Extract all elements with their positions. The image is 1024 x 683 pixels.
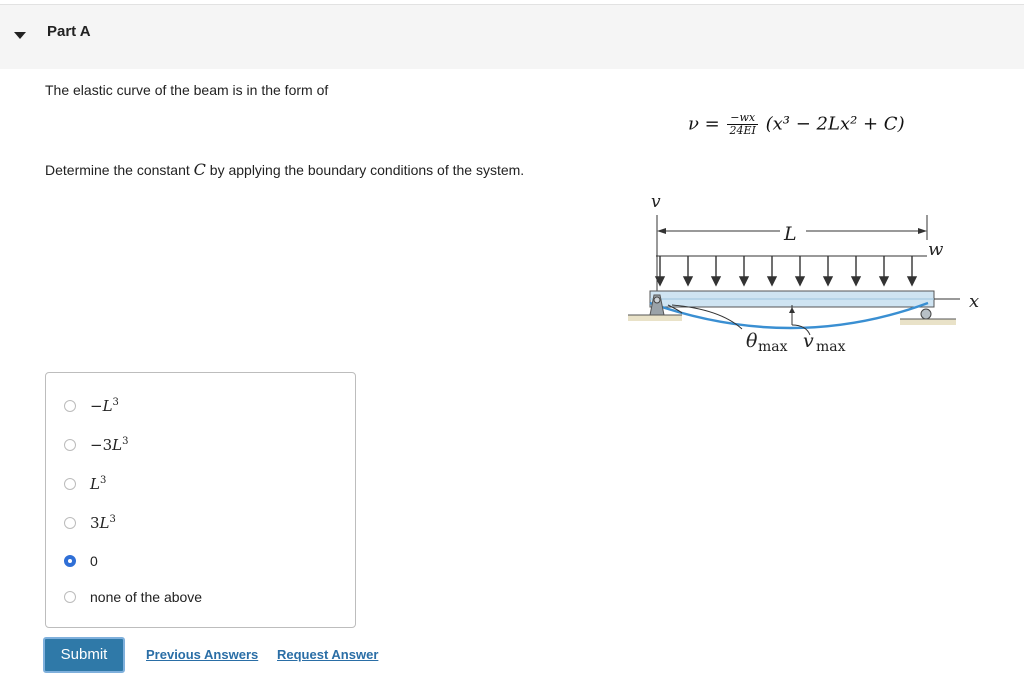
choice-label: $L^3$ [90, 475, 107, 493]
choice-label: 0 [90, 553, 98, 569]
equation-denominator: 24EI [729, 124, 756, 137]
v-axis-label: v [651, 192, 661, 212]
beam-diagram [620, 185, 1000, 365]
part-header[interactable] [0, 5, 1024, 69]
choice-l-cubed[interactable] [46, 473, 346, 499]
choice-label: none of the above [90, 589, 203, 605]
choice-label: $-3L^3$ [90, 436, 129, 454]
radio-button[interactable] [64, 478, 76, 490]
choice-3l-cubed[interactable] [46, 512, 346, 538]
equation-lhs: ν = [688, 113, 720, 135]
answer-choices [45, 372, 356, 628]
distributed-load-arrows [656, 256, 916, 285]
collapse-caret-icon[interactable] [14, 32, 26, 39]
radio-button[interactable] [64, 439, 76, 451]
choice-neg-3l-cubed[interactable] [46, 434, 346, 460]
choice-label: $-L^3$ [90, 397, 119, 415]
question-prefix: Determine the constant [45, 162, 194, 178]
equation-numerator: −wx [727, 112, 757, 125]
previous-answers-link[interactable]: Previous Answers [146, 647, 259, 662]
elastic-curve-equation [688, 112, 905, 137]
equation-fraction [727, 112, 757, 137]
theta-max-label: θ [746, 330, 758, 352]
theta-max-subscript: max [758, 339, 788, 355]
question-variable: C [193, 160, 206, 179]
choice-zero[interactable] [46, 550, 346, 576]
load-label: w [928, 239, 944, 260]
request-answer-link[interactable]: Request Answer [277, 647, 379, 662]
problem-question [45, 160, 524, 179]
radio-button[interactable] [64, 591, 76, 603]
problem-statement: The elastic curve of the beam is in the form of [45, 82, 329, 98]
radio-button-selected[interactable] [64, 555, 76, 567]
x-axis-label: x [969, 291, 980, 312]
choice-neg-l-cubed[interactable] [46, 395, 346, 421]
question-suffix: by applying the boundary conditions of the system. [205, 162, 525, 178]
submit-button[interactable]: Submit [43, 637, 125, 673]
equation-rhs: (x³ − 2Lx² + C) [765, 113, 905, 135]
choice-label: $3L^3$ [90, 514, 116, 532]
beam-figure [620, 185, 1000, 365]
length-label: L [784, 223, 797, 245]
radio-button[interactable] [64, 400, 76, 412]
v-max-label: v [803, 330, 814, 352]
v-max-subscript: max [816, 339, 846, 355]
choice-none-of-the-above[interactable] [46, 586, 346, 612]
roller-support [900, 309, 956, 325]
part-title: Part A [47, 23, 91, 40]
radio-button[interactable] [64, 517, 76, 529]
